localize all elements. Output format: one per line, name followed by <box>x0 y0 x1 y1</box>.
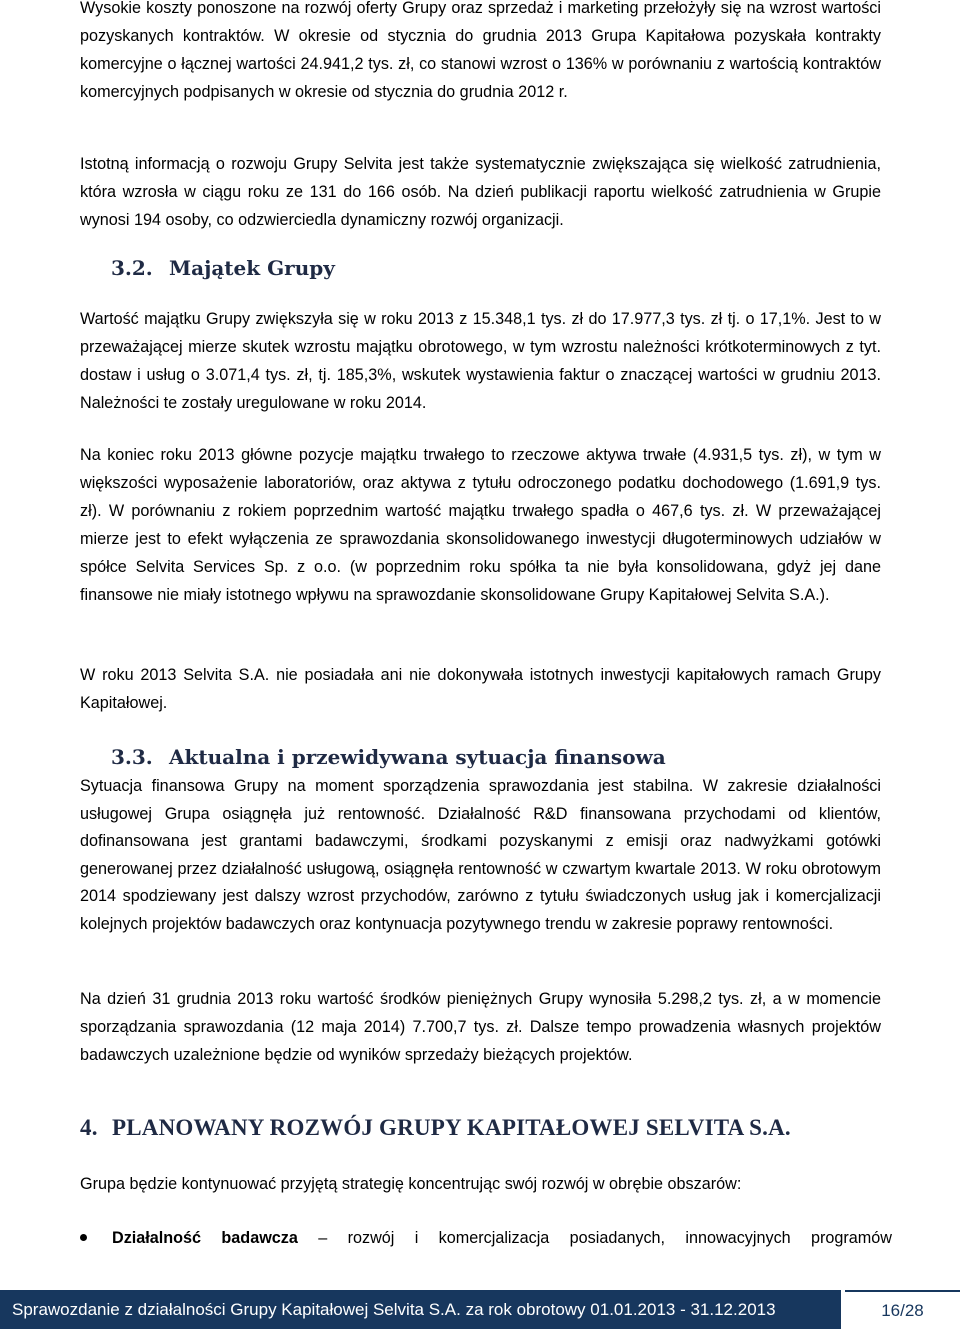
heading-4 <box>80 1113 791 1143</box>
paragraph-investments: W roku 2013 Selvita S.A. nie posiadała ani nie dokonywała istotnych inwestycji kapitałowych ramach Grupy Kapitałowej. <box>80 666 881 712</box>
paragraph-employment: Istotną informacją o rozwoju Grupy Selvita jest także systematycznie zwiększająca się wielkość zatrudnienia, która wzrosła w ciągu roku ze 131 do 166 osób. Na dzień publikacji raportu wielkość zatrudnienia w Grupie wynosi 194 osoby, co odzwierciedla dynamiczny rozwój organizacji. <box>80 155 881 229</box>
list-item-label: Działalność badawcza <box>112 1229 298 1247</box>
list-item-description: – rozwój i komercjalizacja posiadanych, innowacyjnych programów <box>297 1229 892 1247</box>
paragraph-fixed-assets: Na koniec roku 2013 główne pozycje majątku trwałego to rzeczowe aktywa trwałe (4.931,5 tys. zł), w tym w większości wyposażenie laboratoriów, oraz aktywa z tytułu odroczonego podatku dochodowego (1.691,9 tys. zł). W porównaniu z rokiem poprzednim wartość majątku trwałego spadła o 467,6 tys. zł. W przeważającej mierze jest to efekt wyłączenia ze sprawozdania skonsolidowanego inwestycji długoterminowych udziałów w spółce Selvita Services Sp. z o.o. (w poprzednim roku spółka ta nie była konsolidowana, gdyż jej dane finansowe nie miały istotnego wpływu na sprawozdanie skonsolidowane Grupy Kapitałowej Selvita S.A.). <box>80 446 881 604</box>
list-item-text <box>112 1224 892 1252</box>
page-footer <box>0 1290 960 1329</box>
heading-4-number: 4. <box>80 1115 98 1140</box>
paragraph-strategy: Grupa będzie kontynuować przyjętą strategię koncentrując swój rozwój w obrębie obszarów: <box>80 1175 742 1193</box>
heading-3-3 <box>111 744 666 770</box>
heading-3-2 <box>111 255 335 281</box>
paragraph-contracts: Wysokie koszty ponoszone na rozwój oferty Grupy oraz sprzedaż i marketing przełożyły się na wzrost wartości pozyskanych kontraktów. W okresie od stycznia do grudnia 2013 Grupa Kapitałowa pozyskała kontrakty komercyjne o łącznej wartości 24.941,2 tys. zł, co stanowi wzrost o 136% w porównaniu z wartością kontraktów komercyjnych podpisanych w okresie od stycznia do grudnia 2012 r. <box>80 0 881 101</box>
bullet-icon <box>80 1234 87 1241</box>
paragraph-financial-situation: Sytuacja finansowa Grupy na moment sporządzenia sprawozdania jest stabilna. W zakresie działalności usługowej Grupa osiągnęła już rentowność. Działalność R&D finansowana przychodami od klientów, dofinansowana jest grantami badawczymi, środkami pozyskanymi z emisji oraz nadwyżkami gotówki generowanej przez działalność usługową, osiągnęła rentowność w czwartym kwartale 2013. W roku obrotowym 2014 spodziewany jest dalszy wzrost przychodów, zarówno z tytułu świadczonych usług jak i komercjalizacji kolejnych projektów badawczych oraz kontynuacja pozytywnego trendu w zakresie poprawy rentowności. <box>80 777 881 933</box>
heading-4-title: PLANOWANY ROZWÓJ GRUPY KAPITAŁOWEJ SELVITA S.A. <box>112 1115 791 1140</box>
heading-3-3-title: Aktualna i przewidywana sytuacja finansowa <box>169 745 666 769</box>
page-number: 16/28 <box>845 1290 960 1329</box>
paragraph-assets: Wartość majątku Grupy zwiększyła się w roku 2013 z 15.348,1 tys. zł do 17.977,3 tys. zł tj. o 17,1%. Jest to w przeważającej mierze skutek wzrostu majątku obrotowego, w tym wzrostu należności krótkoterminowych z tyt. dostaw i usług o 3.071,4 tys. zł, tj. 185,3%, wskutek wystawienia faktur o znaczącej wartości w grudniu 2013. Należności te zostały uregulowane w roku 2014. <box>80 310 881 412</box>
footer-title: Sprawozdanie z działalności Grupy Kapitałowej Selvita S.A. za rok obrotowy 01.01.2013 - 31.12.2013 <box>0 1290 841 1329</box>
heading-3-2-number: 3.2. <box>111 256 153 280</box>
paragraph-cash: Na dzień 31 grudnia 2013 roku wartość środków pieniężnych Grupy wynosiła 5.298,2 tys. zł, a w momencie sporządzania sprawozdania (12 maja 2014) 7.700,7 tys. zł. Dalsze tempo prowadzenia własnych projektów badawczych uzależnione będzie od wyników sprzedaży bieżących projektów. <box>80 990 881 1064</box>
heading-3-2-title: Majątek Grupy <box>169 256 335 280</box>
heading-3-3-number: 3.3. <box>111 745 153 769</box>
